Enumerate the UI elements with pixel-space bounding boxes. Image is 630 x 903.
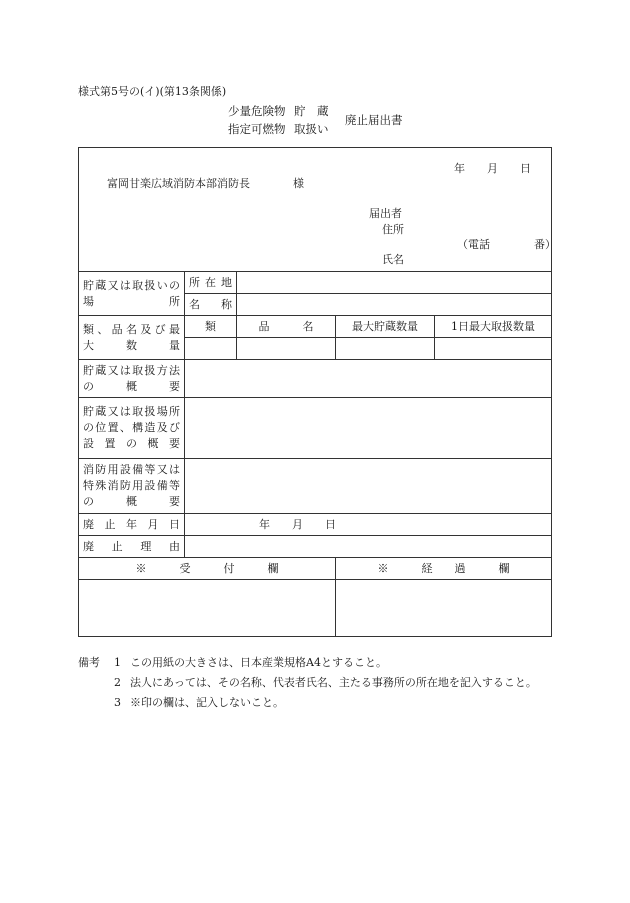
remark-number: 2 xyxy=(114,676,121,689)
title-abolition-notice: 廃止届出書 xyxy=(345,113,403,127)
col-max-daily-header: 1日最大取扱数量 xyxy=(435,316,552,338)
place-name-field[interactable] xyxy=(237,294,552,316)
progress-header: ※ 経 過 欄 xyxy=(336,558,552,580)
title-designated-combustible: 指定可燃物 xyxy=(228,122,286,136)
abolish-reason-field[interactable] xyxy=(185,536,552,558)
max-storage-field[interactable] xyxy=(336,338,435,360)
method-field[interactable] xyxy=(185,360,552,398)
title-handling: 取扱い xyxy=(294,122,329,136)
notification-form-table xyxy=(78,147,556,637)
equipment-label: 消防用設備等又は特殊消防用設備等の 概 要 xyxy=(79,459,185,514)
addressee: 富岡甘楽広域消防本部消防長 xyxy=(107,177,250,190)
equipment-field[interactable] xyxy=(185,459,552,514)
header-section xyxy=(79,148,556,272)
phone-field[interactable]: （電話 番） xyxy=(457,238,556,251)
storage-place-label: 貯蔵又は取扱いの 場 所 xyxy=(79,272,185,316)
title-storage: 貯 蔵 xyxy=(294,104,329,118)
abolish-date-value: 年 月 日 xyxy=(259,517,336,531)
location-label: 所在地 xyxy=(185,272,237,294)
structure-field[interactable] xyxy=(185,398,552,459)
remark-text: この用紙の大きさは、日本産業規格A4とすること。 xyxy=(130,656,387,669)
remark-number: 1 xyxy=(114,656,121,669)
quantity-label: 類、品名及び最 大 数 量 xyxy=(79,316,185,360)
remarks-heading: 備考 xyxy=(78,656,100,669)
location-field[interactable] xyxy=(237,272,552,294)
max-daily-field[interactable] xyxy=(435,338,552,360)
name-label: 氏名 xyxy=(382,253,404,266)
col-class-header: 類 xyxy=(185,316,237,338)
address-label: 住所 xyxy=(382,223,404,236)
form-number-label: 様式第5号の(イ)(第13条関係) xyxy=(78,85,227,98)
method-label: 貯蔵又は取扱方法の概要 xyxy=(79,360,185,398)
progress-box xyxy=(336,580,552,637)
remark-text: 法人にあっては、その名称、代表者氏名、主たる事務所の所在地を記入すること。 xyxy=(130,676,537,689)
title-small-hazardous: 少量危険物 xyxy=(228,104,286,118)
col-item-header: 品 名 xyxy=(237,316,336,338)
structure-label: 貯蔵又は取扱場所の位置、構造及び設置の概要 xyxy=(79,398,185,459)
remark-number: 3 xyxy=(114,696,121,709)
place-name-label: 名 称 xyxy=(185,294,237,316)
reception-header: ※ 受 付 欄 xyxy=(79,558,336,580)
col-max-storage-header: 最大貯蔵数量 xyxy=(336,316,435,338)
reception-box xyxy=(79,580,336,637)
honorific: 様 xyxy=(293,177,304,190)
item-field[interactable] xyxy=(237,338,336,360)
abolish-reason-label: 廃 止 理 由 xyxy=(79,536,185,558)
applicant-label: 届出者 xyxy=(369,207,402,220)
remark-text: ※印の欄は、記入しないこと。 xyxy=(130,696,284,709)
submission-date[interactable]: 年 月 日 xyxy=(454,162,531,175)
abolish-date-field[interactable] xyxy=(185,514,552,536)
class-field[interactable] xyxy=(185,338,237,360)
abolish-date-label: 廃止年月日 xyxy=(79,514,185,536)
